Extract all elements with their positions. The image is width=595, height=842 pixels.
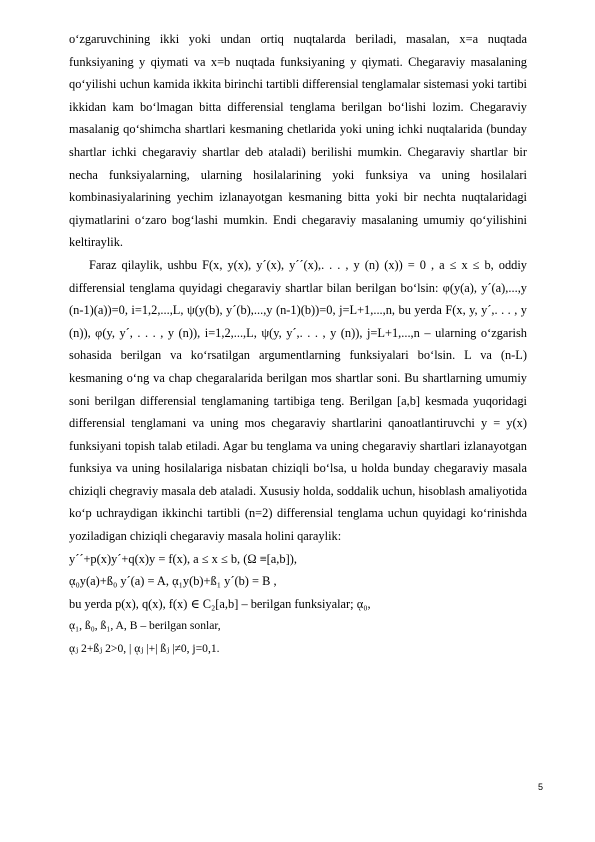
page-body [69,28,527,661]
paragraph-general-statement: Faraz qilaylik, ushbu F(x, y(x), y´(x), y´´(x),. . . , y (n) (x)) = 0 , a ≤ x ≤ b, oddiy differensial tenglama quyidagi chegaraviy shartlar bilan berilgan bo‘lsin: φ(y(a), y´(a),...,y (n-1)(a))=0, i=1,2,...,L, ψ(y(b), y´(b),...,y (n-1)(b))=0, j=L+1,...,n, bu yerda F(x, y, y´,. . . , y (n)), φ(y, y´, . . . , y (n)), i=1,2,...,L, ψ(y, y´,. . . , y (n)), j=L+1,...,n – ularning o‘zgarish sohasida berilgan va ko‘rsatilgan argumentlarning funksiyalari bo‘lsin. L va (n-L) kesmaning o‘ng va chap chegaralarida berilgan mos shartlar soni. Bu shartlarning umumiy soni berilgan differensial tenglamaning tartibiga teng. Berilgan [a,b] kesmada yuqoridagi differensial tenglamani va uning mos chegaraviy shartlarini qanoatlantiruvchi y = y(x) funksiyani topish talab etiladi. Agar bu tenglama va uning chegaraviy shartlari izlanayotgan funksiya va uning hosilalariga nisbatan chiziqli bo‘lsa, u holda bunday chegaraviy masala chiziqli chegraviy masala deb ataladi. Xususiy holda, soddalik uchun, hisoblash amaliyotida ko‘p uchraydigan ikkinchi tartibli (n=2) differensial tenglama uchun quyidagi ko‘rinishda yoziladigan chiziqli chegaraviy masala holini qaraylik: [69,257,527,544]
formula-differential-equation: y´´+p(x)y´+q(x)y = f(x), a ≤ x ≤ b, (Ω ≡[a,b]), [69,551,297,566]
formula-coefficient-conditions: ᾳⱼ 2+ßⱼ 2>0, | ᾳⱼ |+| ßⱼ |≠0, j=0,1. [69,642,220,656]
formula-boundary-conditions: ᾳ₀y(a)+ß₀ y´(a) = A, ᾳ₁y(b)+ß₁ y´(b) = B , [69,574,277,589]
text-given-functions: bu yerda p(x), q(x), f(x) ∈ C₂[a,b] – berilgan funksiyalar; ᾳ₀, [69,596,371,611]
paragraph-boundary-conditions-intro: o‘zgaruvchining ikki yoki undan ortiq nuqtalarda beriladi, masalan, x=a nuqtada funksiyaning y qiymati va x=b nuqtada funksiyaning y qiymati. Chegaraviy masalaning qo‘yilishi uchun kamida ikkita birinchi tartibli differensial tenglamalar sistemasi yoki tartibi ikkidan kam bo‘lmagan bitta differensial tenglama berilgan bo‘lishi lozim. Chegaraviy masalanig qo‘shimcha shartlari kesmaning chetlarida yoki uning ichki nuqtalarida (bunday shartlar ichki chegaraviy shartlar deb ataladi) berilishi mumkin. Chegaraviy shartlar bir necha funksiyalarning, ularning hosilalarining yoki funksiya va uning hosilalari kombinasiyalarining yechim izlanayotgan kesmaning bitta yoki bir nechta nuqtalaridagi qiymatlarini o‘zaro bog‘lashi mumkin. Endi chegaraviy masalaning umumiy qo‘yilishini keltiraylik. [69,32,527,250]
page-number: 5 [538,782,544,792]
text-given-numbers: ᾳ₁, ß₀, ß₁, A, B – berilgan sonlar, [69,619,221,633]
